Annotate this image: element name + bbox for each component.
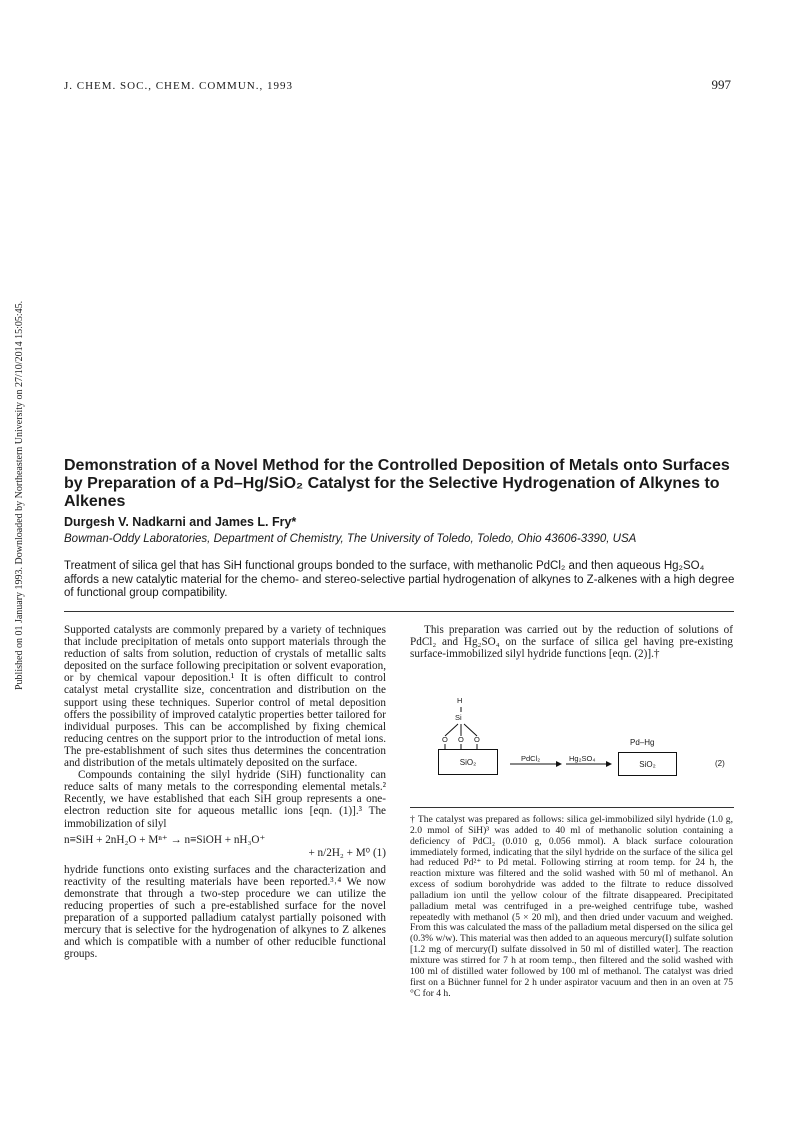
article-affiliation: Bowman-Oddy Laboratories, Department of Chemistry, The University of Toledo, Toledo, Ohio 43606-3390, USA — [64, 533, 637, 545]
equation-1-line-2: + n/2H₂ + M⁰ (1) — [308, 846, 386, 859]
right-paragraph-1 — [410, 624, 733, 660]
support-left-label: SiO₂ — [459, 757, 477, 767]
article-abstract: Treatment of silica gel that has SiH functional groups bonded to the surface, with methanolic PdCl₂ and then aqueous Hg₂SO₄ affords a new catalytic material for the chemo- and stereo-selective partial hydrogenation of alkynes to Z-alkenes with a high degree of functional group compatibility. — [64, 560, 735, 599]
reaction-scheme-2 — [438, 692, 738, 782]
scheme-si-label: Si — [455, 713, 462, 722]
download-watermark — [2, 230, 25, 690]
article-authors: Durgesh V. Nadkarni and James L. Fry* — [64, 515, 297, 529]
footnote-catalyst-prep: † The catalyst was prepared as follows: silica gel-immobilized silyl hydride (1.0 g, 2.0 mmol of SiH)³ was added to 40 ml of methanolic solution containing a deficiency of PdCl₂ (0.010 g, 0.056 mmol). A black surface colouration immediately formed, indicating that the silyl hydride on the surface of the silica gel had reduced Pd²⁺ to Pd metal. Following stirring at room temp. for 24 h, the reaction mixture was filtered and the solid washed with 50 ml of methanol. An excess of sodium borohydride was added to the filtrate to reduce dissolved palladium ion until the yellow colour of the filtrate disappeared. Precipitated palladium metal was centrifuged in a pre-weighed centrifuge tube, washed repeatedly with methanol (5 × 20 ml), and then dried under vacuum and weighed. From this was calculated the mass of the palladium metal dispersed on the silica gel (0.3% w/w). This material was then added to an aqueous mercury(I) sulfate solution [1.2 mg of mercury(I) sulfate dissolved in 50 ml of distilled water]. The reaction mixture was stirred for 7 h at room temp., then filtered and the solid washed with 100 ml of distilled water followed by 100 ml of methanol. The catalyst was dried first on a Büchner funnel for 2 h under aspirator vacuum and then in an oven at 75 °C for 4 h. — [410, 814, 733, 999]
left-paragraph-1: Supported catalysts are commonly prepared by a variety of techniques that include precipitation of metals onto support materials through the reduction of salts from solution, reduction of crystals of metallic salts deposited on the surface following precipitation or solvent evaporation, or by chemical vapour deposition.¹ It is often difficult to control catalyst metal crystallite size, concentration and distribution on the support using these techniques. Superior control of metal deposition offers the possibility of improved catalytic properties better tailored for individual purposes. This can be accomplished by fixing chemical reducing centres on the support prior to the introduction of metal ions. The pre-establishment of such sites thus determines the concentration and distribution of the metals ultimately deposited on the surface. — [64, 624, 386, 770]
equation-1-line-1: n≡SiH + 2nH₂O + Mⁿ⁺ → n≡SiOH + nH₃O⁺ — [64, 833, 266, 846]
page-number: 997 — [711, 77, 731, 92]
product-pd-hg-label: Pd–Hg — [630, 738, 655, 747]
scheme-o-middle: O — [458, 735, 464, 744]
download-watermark-text: Published on 01 January 1993. Downloaded by Northeastern University on 27/10/2014 15:05:45. — [14, 300, 25, 690]
left-paragraph-3: hydride functions onto existing surfaces and the characterization and reactivity of the resulting materials have been reported.³˒⁴ We now demonstrate that through a two-step procedure we can utilize the reducing properties of such a pre-established surface for the novel preparation of a supported palladium catalyst partially poisoned with mercury that is selective for the hydrogenation of alkynes to Z alkenes and which is compatible with a number of other reducible functional groups. — [64, 863, 386, 961]
abstract-rule — [64, 611, 734, 612]
reagent-hg2so4: Hg₂SO₄ — [569, 754, 596, 763]
support-right-box — [618, 752, 677, 776]
equation-2-number: (2) — [715, 759, 725, 768]
right-paragraph-1-text: This preparation was carried out by the reduction of solutions of PdCl₂ and Hg₂SO₄ on the surface of silica gel having pre-existing surface-immobilized silyl hydride functions [eqn. (2)].† — [410, 624, 733, 661]
footnote-rule — [410, 807, 734, 808]
scheme-h-label: H — [457, 696, 463, 705]
left-paragraph-2: Compounds containing the silyl hydride (SiH) functionality can reduce salts of many metals to the corresponding elemental metals.² Recently, we have established that each SiH group represents a one-electron reduction site for aqueous metallic ions [eqn. (1)].³ The immobilization of silyl — [64, 769, 386, 830]
reagent-pdcl2: PdCl₂ — [521, 754, 541, 763]
journal-header: J. CHEM. SOC., CHEM. COMMUN., 1993 — [64, 80, 293, 92]
article-title: Demonstration of a Novel Method for the Controlled Deposition of Metals onto Surfaces by Preparation of a Pd–Hg/SiO₂ Catalyst for the Selective Hydrogenation of Alkynes to Alkenes — [64, 457, 730, 510]
scheme-o-right: O — [474, 735, 480, 744]
support-left-box — [438, 749, 498, 775]
scheme-o-left: O — [442, 735, 448, 744]
equation-1 — [64, 834, 386, 860]
left-column — [64, 624, 386, 960]
support-right-label: SiO₂ — [639, 759, 656, 769]
